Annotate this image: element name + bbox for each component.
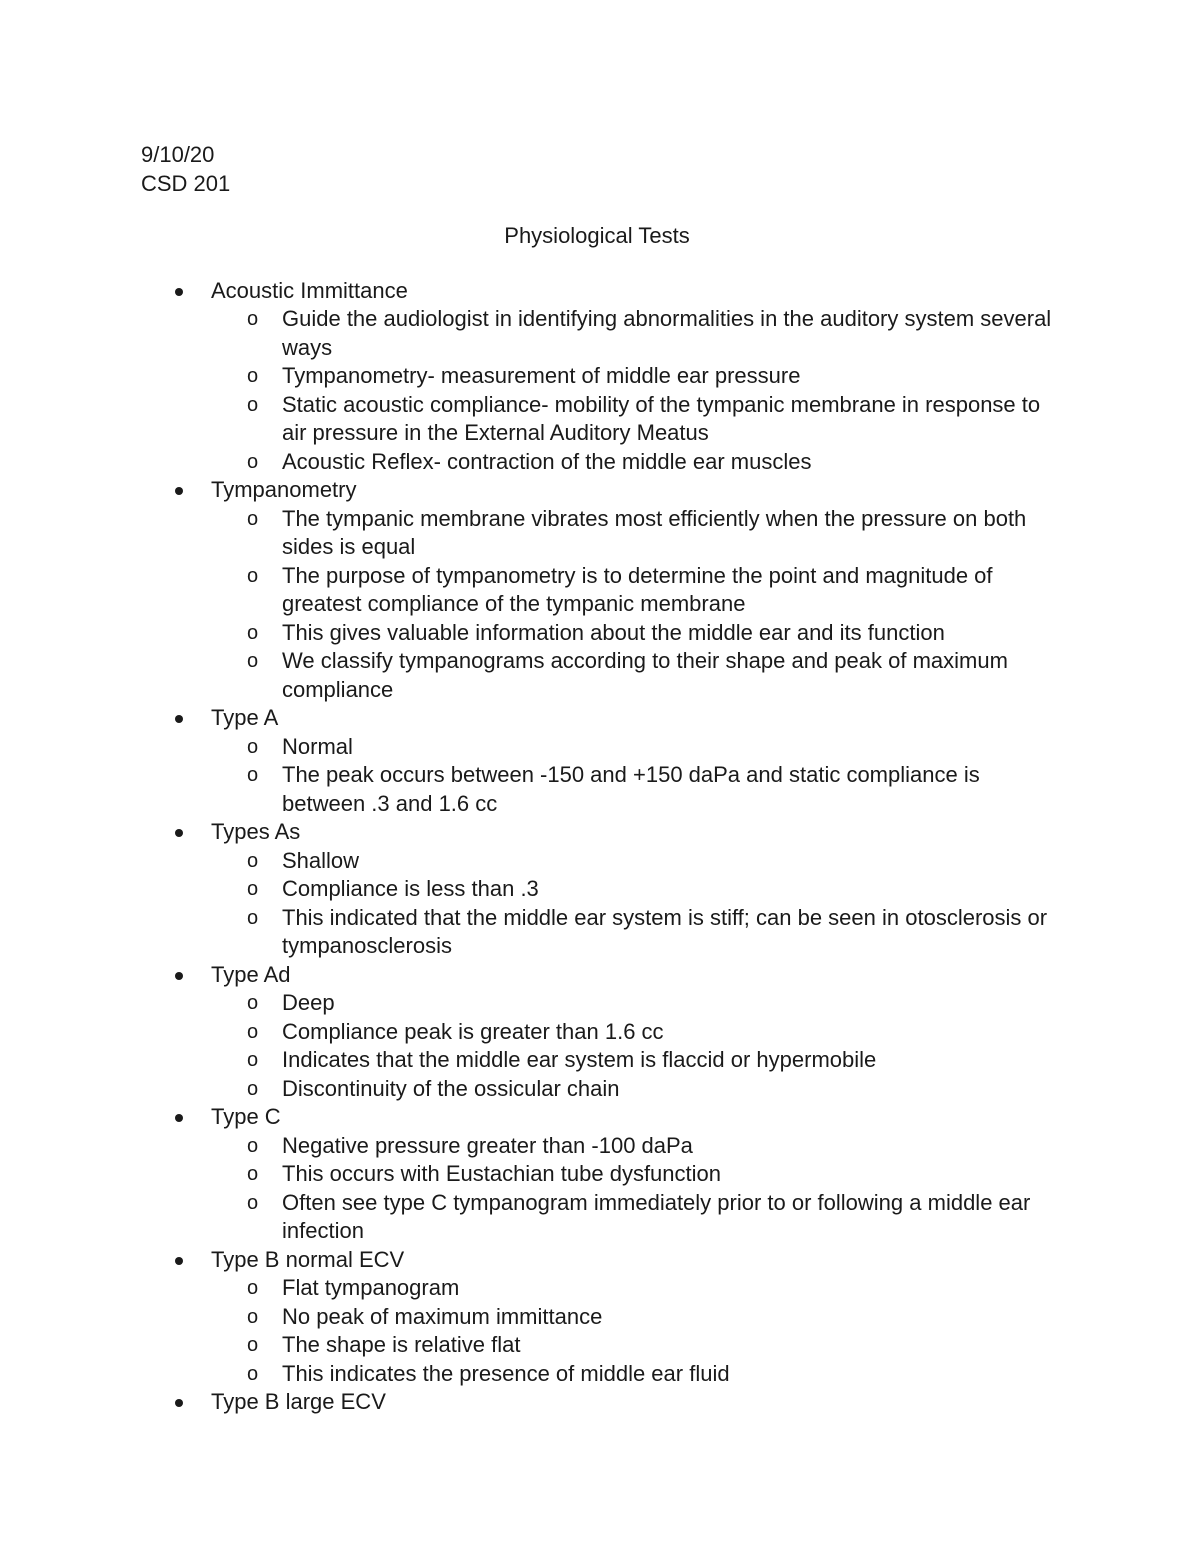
list-item <box>141 1246 1061 1389</box>
circle-bullet-icon: o <box>247 621 259 644</box>
sub-list <box>211 847 1061 961</box>
sub-list-item <box>211 619 1061 648</box>
sub-list-item <box>211 647 1061 704</box>
sub-list <box>211 505 1061 705</box>
section-heading: Type B large ECV <box>211 1389 386 1414</box>
sub-item-text: Compliance is less than .3 <box>282 876 539 901</box>
sub-list-item <box>211 904 1061 961</box>
sub-item-text: This gives valuable information about the middle ear and its function <box>282 619 945 645</box>
circle-bullet-icon: o <box>247 564 259 587</box>
bullet-icon <box>175 829 183 837</box>
list-item <box>141 704 1061 818</box>
sub-item-text: Acoustic Reflex- contraction of the middle ear muscles <box>282 448 812 474</box>
outline-list <box>141 277 1061 1417</box>
sub-item-text: Shallow <box>282 847 360 873</box>
circle-bullet-icon: o <box>247 1277 259 1299</box>
sub-item-text: The shape is relative flat <box>282 1332 521 1357</box>
sub-list-item <box>211 448 1061 477</box>
sub-item-text: This indicates the presence of middle ear fluid <box>282 1360 730 1386</box>
sub-list-item <box>211 847 1061 876</box>
circle-bullet-icon: o <box>247 507 259 530</box>
circle-bullet-icon: o <box>247 1163 259 1185</box>
list-item <box>141 277 1061 477</box>
sub-item-text: Indicates that the middle ear system is flaccid or hypermobile <box>282 1047 877 1072</box>
sub-list <box>211 733 1061 819</box>
circle-bullet-icon: o <box>247 1362 259 1385</box>
sub-list <box>211 1274 1061 1388</box>
circle-bullet-icon: o <box>247 1077 259 1100</box>
list-item <box>141 961 1061 1104</box>
sub-list-item <box>211 362 1061 391</box>
sub-item-text: The peak occurs between -150 and +150 daPa and static compliance is between .3 and 1.6 cc <box>282 762 980 816</box>
sub-item-text: Static acoustic compliance- mobility of the tympanic membrane in response to air pressure in the External Auditory Meatus <box>282 391 1041 445</box>
circle-bullet-icon: o <box>247 650 259 672</box>
section-heading: Acoustic Immittance <box>211 277 408 303</box>
list-item <box>141 1388 1061 1417</box>
sub-list-item <box>211 391 1061 448</box>
sub-item-text: Normal <box>282 733 353 759</box>
section-heading: Type Ad <box>211 961 291 987</box>
circle-bullet-icon: o <box>247 906 259 929</box>
sub-item-text: The tympanic membrane vibrates most efficiently when the pressure on both sides is equal <box>282 505 1027 559</box>
sub-item-text: Deep <box>282 990 335 1015</box>
sub-item-text: Discontinuity of the ossicular chain <box>282 1075 620 1101</box>
sub-list <box>211 305 1061 476</box>
section-heading: Type B normal ECV <box>211 1246 405 1272</box>
sub-item-text: Negative pressure greater than -100 daPa <box>282 1132 693 1158</box>
circle-bullet-icon: o <box>247 878 259 900</box>
sub-item-text: Guide the audiologist in identifying abnormalities in the auditory system several ways <box>282 306 1052 360</box>
section-heading: Tympanometry <box>211 477 357 502</box>
sub-item-text: Compliance peak is greater than 1.6 cc <box>282 1018 664 1044</box>
circle-bullet-icon: o <box>247 735 259 758</box>
sub-list-item <box>211 761 1061 818</box>
sub-list-item <box>211 1189 1061 1246</box>
circle-bullet-icon: o <box>247 308 259 330</box>
sub-list-item <box>211 1018 1061 1047</box>
sub-item-text: We classify tympanograms according to their shape and peak of maximum compliance <box>282 648 1008 702</box>
bullet-icon <box>175 972 183 980</box>
circle-bullet-icon: o <box>247 393 259 416</box>
circle-bullet-icon: o <box>247 450 259 473</box>
list-item <box>141 476 1061 704</box>
sub-item-text: This indicated that the middle ear system is stiff; can be seen in otosclerosis or tympanosclerosis <box>282 904 1048 958</box>
bullet-icon <box>175 1114 183 1122</box>
circle-bullet-icon: o <box>247 1134 259 1157</box>
sub-list <box>211 1132 1061 1246</box>
sub-item-text: Tympanometry- measurement of middle ear pressure <box>282 363 801 388</box>
circle-bullet-icon: o <box>247 1020 259 1043</box>
list-item <box>141 818 1061 961</box>
circle-bullet-icon: o <box>247 764 259 786</box>
sub-item-text: No peak of maximum immittance <box>282 1303 603 1329</box>
sub-list-item <box>211 1132 1061 1161</box>
circle-bullet-icon: o <box>247 1049 259 1071</box>
sub-list-item <box>211 1075 1061 1104</box>
course-line: CSD 201 <box>141 170 231 196</box>
sub-list-item <box>211 1331 1061 1360</box>
list-item <box>141 1103 1061 1246</box>
sub-list-item <box>211 1274 1061 1303</box>
sub-list-item <box>211 989 1061 1018</box>
sub-list <box>211 989 1061 1103</box>
bullet-icon <box>175 288 183 296</box>
sub-list-item <box>211 305 1061 362</box>
sub-list-item <box>211 1360 1061 1389</box>
sub-list-item <box>211 1160 1061 1189</box>
sub-item-text: The purpose of tympanometry is to determine the point and magnitude of greatest compliance of the tympanic membrane <box>282 562 993 616</box>
bullet-icon <box>175 487 183 495</box>
sub-list-item <box>211 505 1061 562</box>
circle-bullet-icon: o <box>247 1305 259 1328</box>
circle-bullet-icon: o <box>247 1191 259 1214</box>
bullet-icon <box>175 1399 183 1407</box>
date-line: 9/10/20 <box>141 142 215 167</box>
sub-list-item <box>211 562 1061 619</box>
sub-item-text: Often see type C tympanogram immediately prior to or following a middle ear infection <box>282 1189 1031 1243</box>
document-title: Physiological Tests <box>504 223 690 248</box>
circle-bullet-icon: o <box>247 1334 259 1356</box>
sub-item-text: Flat tympanogram <box>282 1275 460 1300</box>
sub-list-item <box>211 1303 1061 1332</box>
section-heading: Types As <box>211 819 301 844</box>
bullet-icon <box>175 1257 183 1265</box>
sub-list-item <box>211 875 1061 904</box>
document-page <box>141 141 1061 1417</box>
sub-list-item <box>211 733 1061 762</box>
circle-bullet-icon: o <box>247 849 259 872</box>
bullet-icon <box>175 715 183 723</box>
circle-bullet-icon: o <box>247 365 259 387</box>
section-heading: Type C <box>211 1104 281 1129</box>
sub-item-text: This occurs with Eustachian tube dysfunction <box>282 1161 722 1186</box>
circle-bullet-icon: o <box>247 992 259 1014</box>
sub-list-item <box>211 1046 1061 1075</box>
section-heading: Type A <box>211 705 279 730</box>
